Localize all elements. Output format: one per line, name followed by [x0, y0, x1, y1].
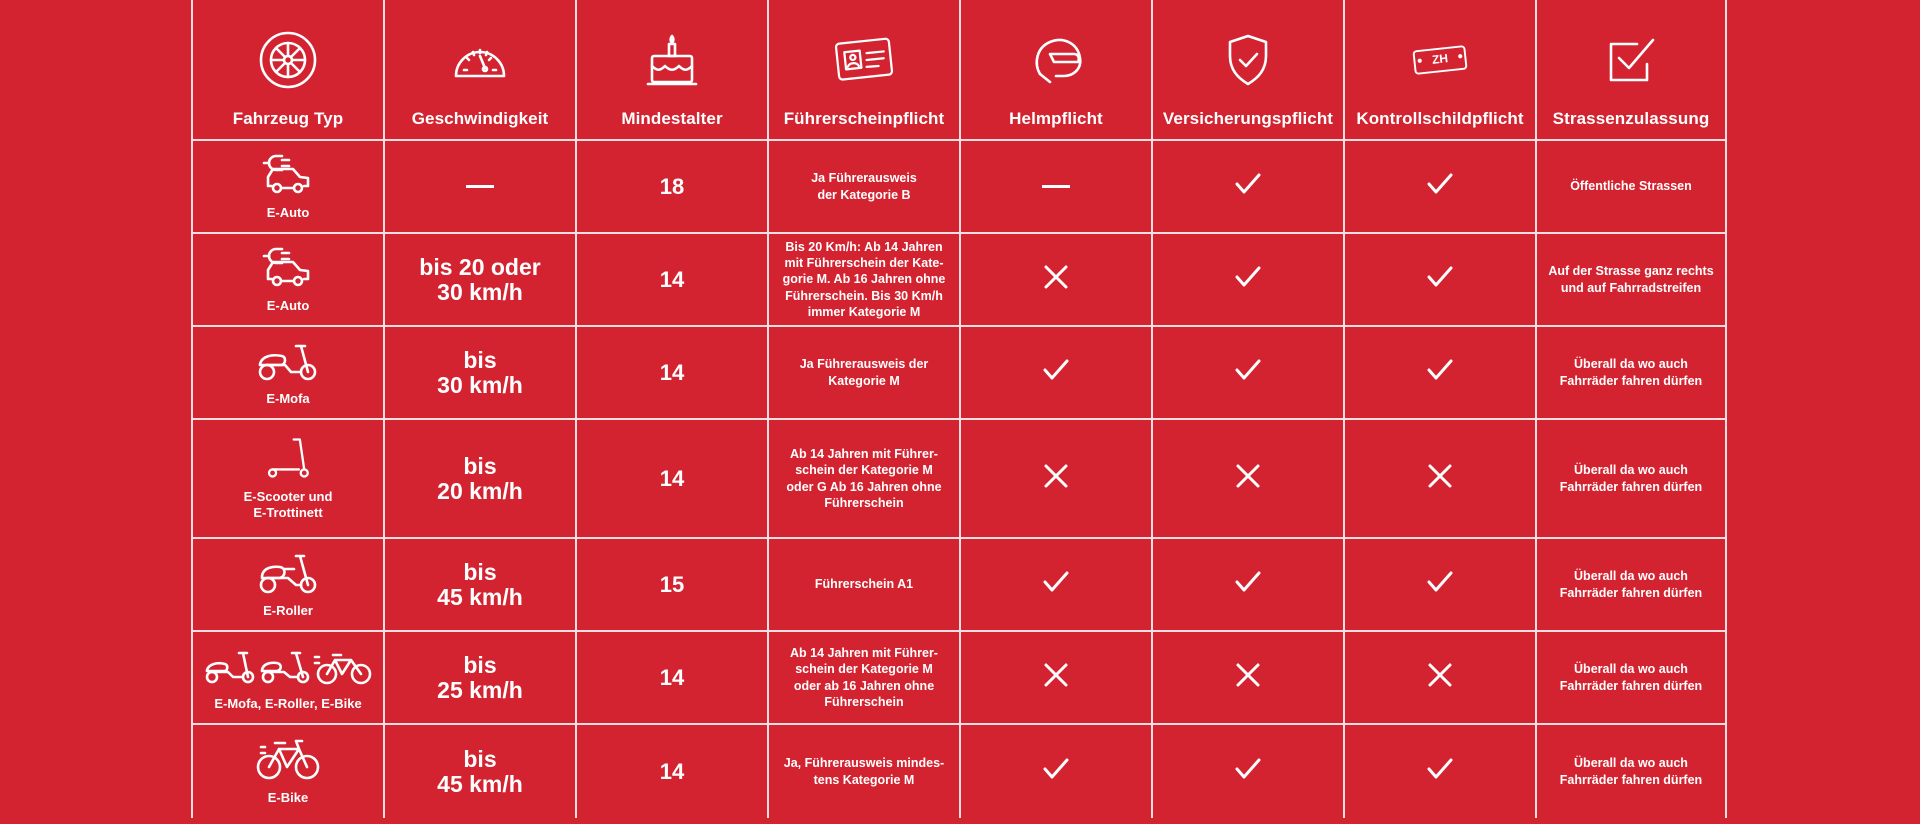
license-cell [767, 725, 959, 818]
vehicle-label: E-Mofa, E-Roller, E-Bike [214, 695, 362, 711]
license-plate-icon [1410, 30, 1470, 95]
cross-icon [1041, 461, 1071, 496]
speed-cell [383, 539, 575, 632]
helmet-cell [959, 725, 1151, 818]
header-cell [767, 0, 959, 141]
speed-cell [383, 327, 575, 420]
age-cell [575, 632, 767, 725]
vehicle-cell [191, 234, 383, 327]
cross-icon [1233, 660, 1263, 695]
header-label: Geschwindigkeit [411, 109, 549, 128]
regulations-table [191, 0, 1727, 820]
speed-cell [383, 420, 575, 539]
vehicle-label: E-Scooter und E-Trottinett [243, 488, 333, 520]
header-cell [191, 0, 383, 141]
speed-value: bis 30 km/h [437, 347, 523, 398]
e-bike-icon [253, 737, 323, 786]
dash-icon [1042, 185, 1070, 188]
min-age-value: 14 [659, 664, 685, 690]
age-cell [575, 327, 767, 420]
speed-cell [383, 234, 575, 327]
speedometer-icon [450, 30, 510, 95]
check-icon [1233, 355, 1263, 390]
road-cell [1535, 725, 1727, 818]
vehicle-label: E-Auto [266, 204, 310, 220]
helmet-icon [1026, 30, 1086, 95]
plate-cell [1343, 141, 1535, 234]
vehicle-cell [191, 632, 383, 725]
header-label: Strassenzulassung [1552, 109, 1710, 128]
header-cell [575, 0, 767, 141]
speed-value: bis 20 km/h [437, 453, 523, 504]
road-cell [1535, 420, 1727, 539]
check-icon [1425, 169, 1455, 204]
plate-text: ZH [1431, 51, 1449, 67]
min-age-value: 14 [659, 758, 685, 784]
license-cell [767, 141, 959, 234]
header-cell [1343, 0, 1535, 141]
helmet-cell [959, 420, 1151, 539]
cross-icon [1233, 461, 1263, 496]
e-car-icon [260, 245, 316, 294]
min-age-value: 14 [659, 359, 685, 385]
license-text: Ja Führerausweis der Kategorie M [799, 357, 929, 388]
helmet-cell [959, 632, 1151, 725]
license-text: Ja Führerausweis der Kategorie B [811, 171, 917, 202]
road-text: Überall da wo auch Fahrräder fahren dürfen [1559, 662, 1703, 693]
road-text: Überall da wo auch Fahrräder fahren dürfen [1559, 357, 1703, 388]
speed-cell [383, 632, 575, 725]
header-cell [1535, 0, 1727, 141]
plate-cell [1343, 725, 1535, 818]
road-cell [1535, 141, 1727, 234]
vehicle-label: E-Roller [263, 602, 313, 618]
min-age-value: 15 [659, 571, 685, 597]
check-icon [1425, 567, 1455, 602]
header-label: Führerscheinpflicht [783, 109, 945, 128]
check-icon [1233, 169, 1263, 204]
road-text: Überall da wo auch Fahrräder fahren dürfen [1559, 463, 1703, 494]
checkbox-icon [1601, 30, 1661, 95]
age-cell [575, 234, 767, 327]
insurance-cell [1151, 420, 1343, 539]
multi-vehicle-icon [203, 643, 373, 692]
header-cell [959, 0, 1151, 141]
shield-check-icon [1218, 30, 1278, 95]
insurance-cell [1151, 725, 1343, 818]
license-cell [767, 420, 959, 539]
vehicle-label: E-Bike [267, 789, 309, 805]
license-text: Ab 14 Jahren mit Führer- schein der Kategorie M oder G Ab 16 Jahren ohne Führerschein [786, 447, 942, 510]
license-cell [767, 632, 959, 725]
vehicle-cell [191, 420, 383, 539]
header-cell [1151, 0, 1343, 141]
e-scooter-icon [262, 436, 315, 485]
cross-icon [1425, 660, 1455, 695]
cross-icon [1041, 660, 1071, 695]
road-text: Überall da wo auch Fahrräder fahren dürfen [1559, 569, 1703, 600]
road-cell [1535, 539, 1727, 632]
insurance-cell [1151, 632, 1343, 725]
check-icon [1233, 754, 1263, 789]
road-text: Öffentliche Strassen [1570, 179, 1692, 194]
e-car-icon [260, 152, 316, 201]
check-icon [1425, 262, 1455, 297]
insurance-cell [1151, 234, 1343, 327]
speed-cell [383, 141, 575, 234]
license-text: Ja, Führerausweis mindes- tens Kategorie M [783, 756, 945, 787]
road-cell [1535, 632, 1727, 725]
header-label: Mindestalter [621, 109, 723, 128]
vehicle-cell [191, 327, 383, 420]
cross-icon [1041, 262, 1071, 297]
helmet-cell [959, 234, 1151, 327]
check-icon [1041, 567, 1071, 602]
plate-cell [1343, 234, 1535, 327]
check-icon [1425, 355, 1455, 390]
e-moped-icon [256, 338, 320, 387]
header-label: Helmpflicht [1009, 109, 1103, 128]
vehicle-cell [191, 725, 383, 818]
helmet-cell [959, 141, 1151, 234]
road-text: Überall da wo auch Fahrräder fahren dürfen [1559, 756, 1703, 787]
road-cell [1535, 327, 1727, 420]
vehicle-label: E-Auto [266, 297, 310, 313]
license-text: Bis 20 Km/h: Ab 14 Jahren mit Führerschein der Kate- gorie M. Ab 16 Jahren ohne Führerschein. Bis 30 Km/h immer Kategorie M [782, 239, 946, 319]
insurance-cell [1151, 327, 1343, 420]
speed-value: bis 45 km/h [437, 559, 523, 610]
speed-value: bis 20 oder 30 km/h [419, 254, 541, 305]
vehicle-label: E-Mofa [266, 390, 310, 406]
check-icon [1425, 754, 1455, 789]
min-age-value: 14 [659, 266, 685, 292]
helmet-cell [959, 539, 1151, 632]
plate-cell [1343, 539, 1535, 632]
age-cell [575, 141, 767, 234]
license-cell [767, 539, 959, 632]
id-card-icon [834, 30, 894, 95]
min-age-value: 18 [659, 173, 685, 199]
vehicle-cell [191, 539, 383, 632]
check-icon [1233, 567, 1263, 602]
insurance-cell [1151, 141, 1343, 234]
speed-value: bis 45 km/h [437, 746, 523, 797]
header-label: Kontrollschildpflicht [1356, 109, 1524, 128]
insurance-cell [1151, 539, 1343, 632]
speed-cell [383, 725, 575, 818]
wheel-icon [258, 30, 318, 95]
helmet-cell [959, 327, 1151, 420]
license-cell [767, 234, 959, 327]
age-cell [575, 725, 767, 818]
e-roller-icon [256, 550, 320, 599]
license-text: Führerschein A1 [814, 577, 914, 592]
license-cell [767, 327, 959, 420]
check-icon [1041, 754, 1071, 789]
check-icon [1041, 355, 1071, 390]
license-text: Ab 14 Jahren mit Führer- schein der Kategorie M oder ab 16 Jahren ohne Führerschein [790, 646, 938, 709]
age-cell [575, 420, 767, 539]
dash-icon [466, 185, 494, 188]
birthday-cake-icon [642, 30, 702, 95]
cross-icon [1425, 461, 1455, 496]
header-cell [383, 0, 575, 141]
header-label: Fahrzeug Typ [232, 109, 344, 128]
check-icon [1233, 262, 1263, 297]
road-cell [1535, 234, 1727, 327]
road-text: Auf der Strasse ganz rechts und auf Fahrradstreifen [1548, 264, 1714, 295]
age-cell [575, 539, 767, 632]
plate-cell [1343, 420, 1535, 539]
vehicle-cell [191, 141, 383, 234]
min-age-value: 14 [659, 465, 685, 491]
header-label: Versicherungspflicht [1162, 109, 1334, 128]
plate-cell [1343, 632, 1535, 725]
speed-value: bis 25 km/h [437, 652, 523, 703]
plate-cell [1343, 327, 1535, 420]
